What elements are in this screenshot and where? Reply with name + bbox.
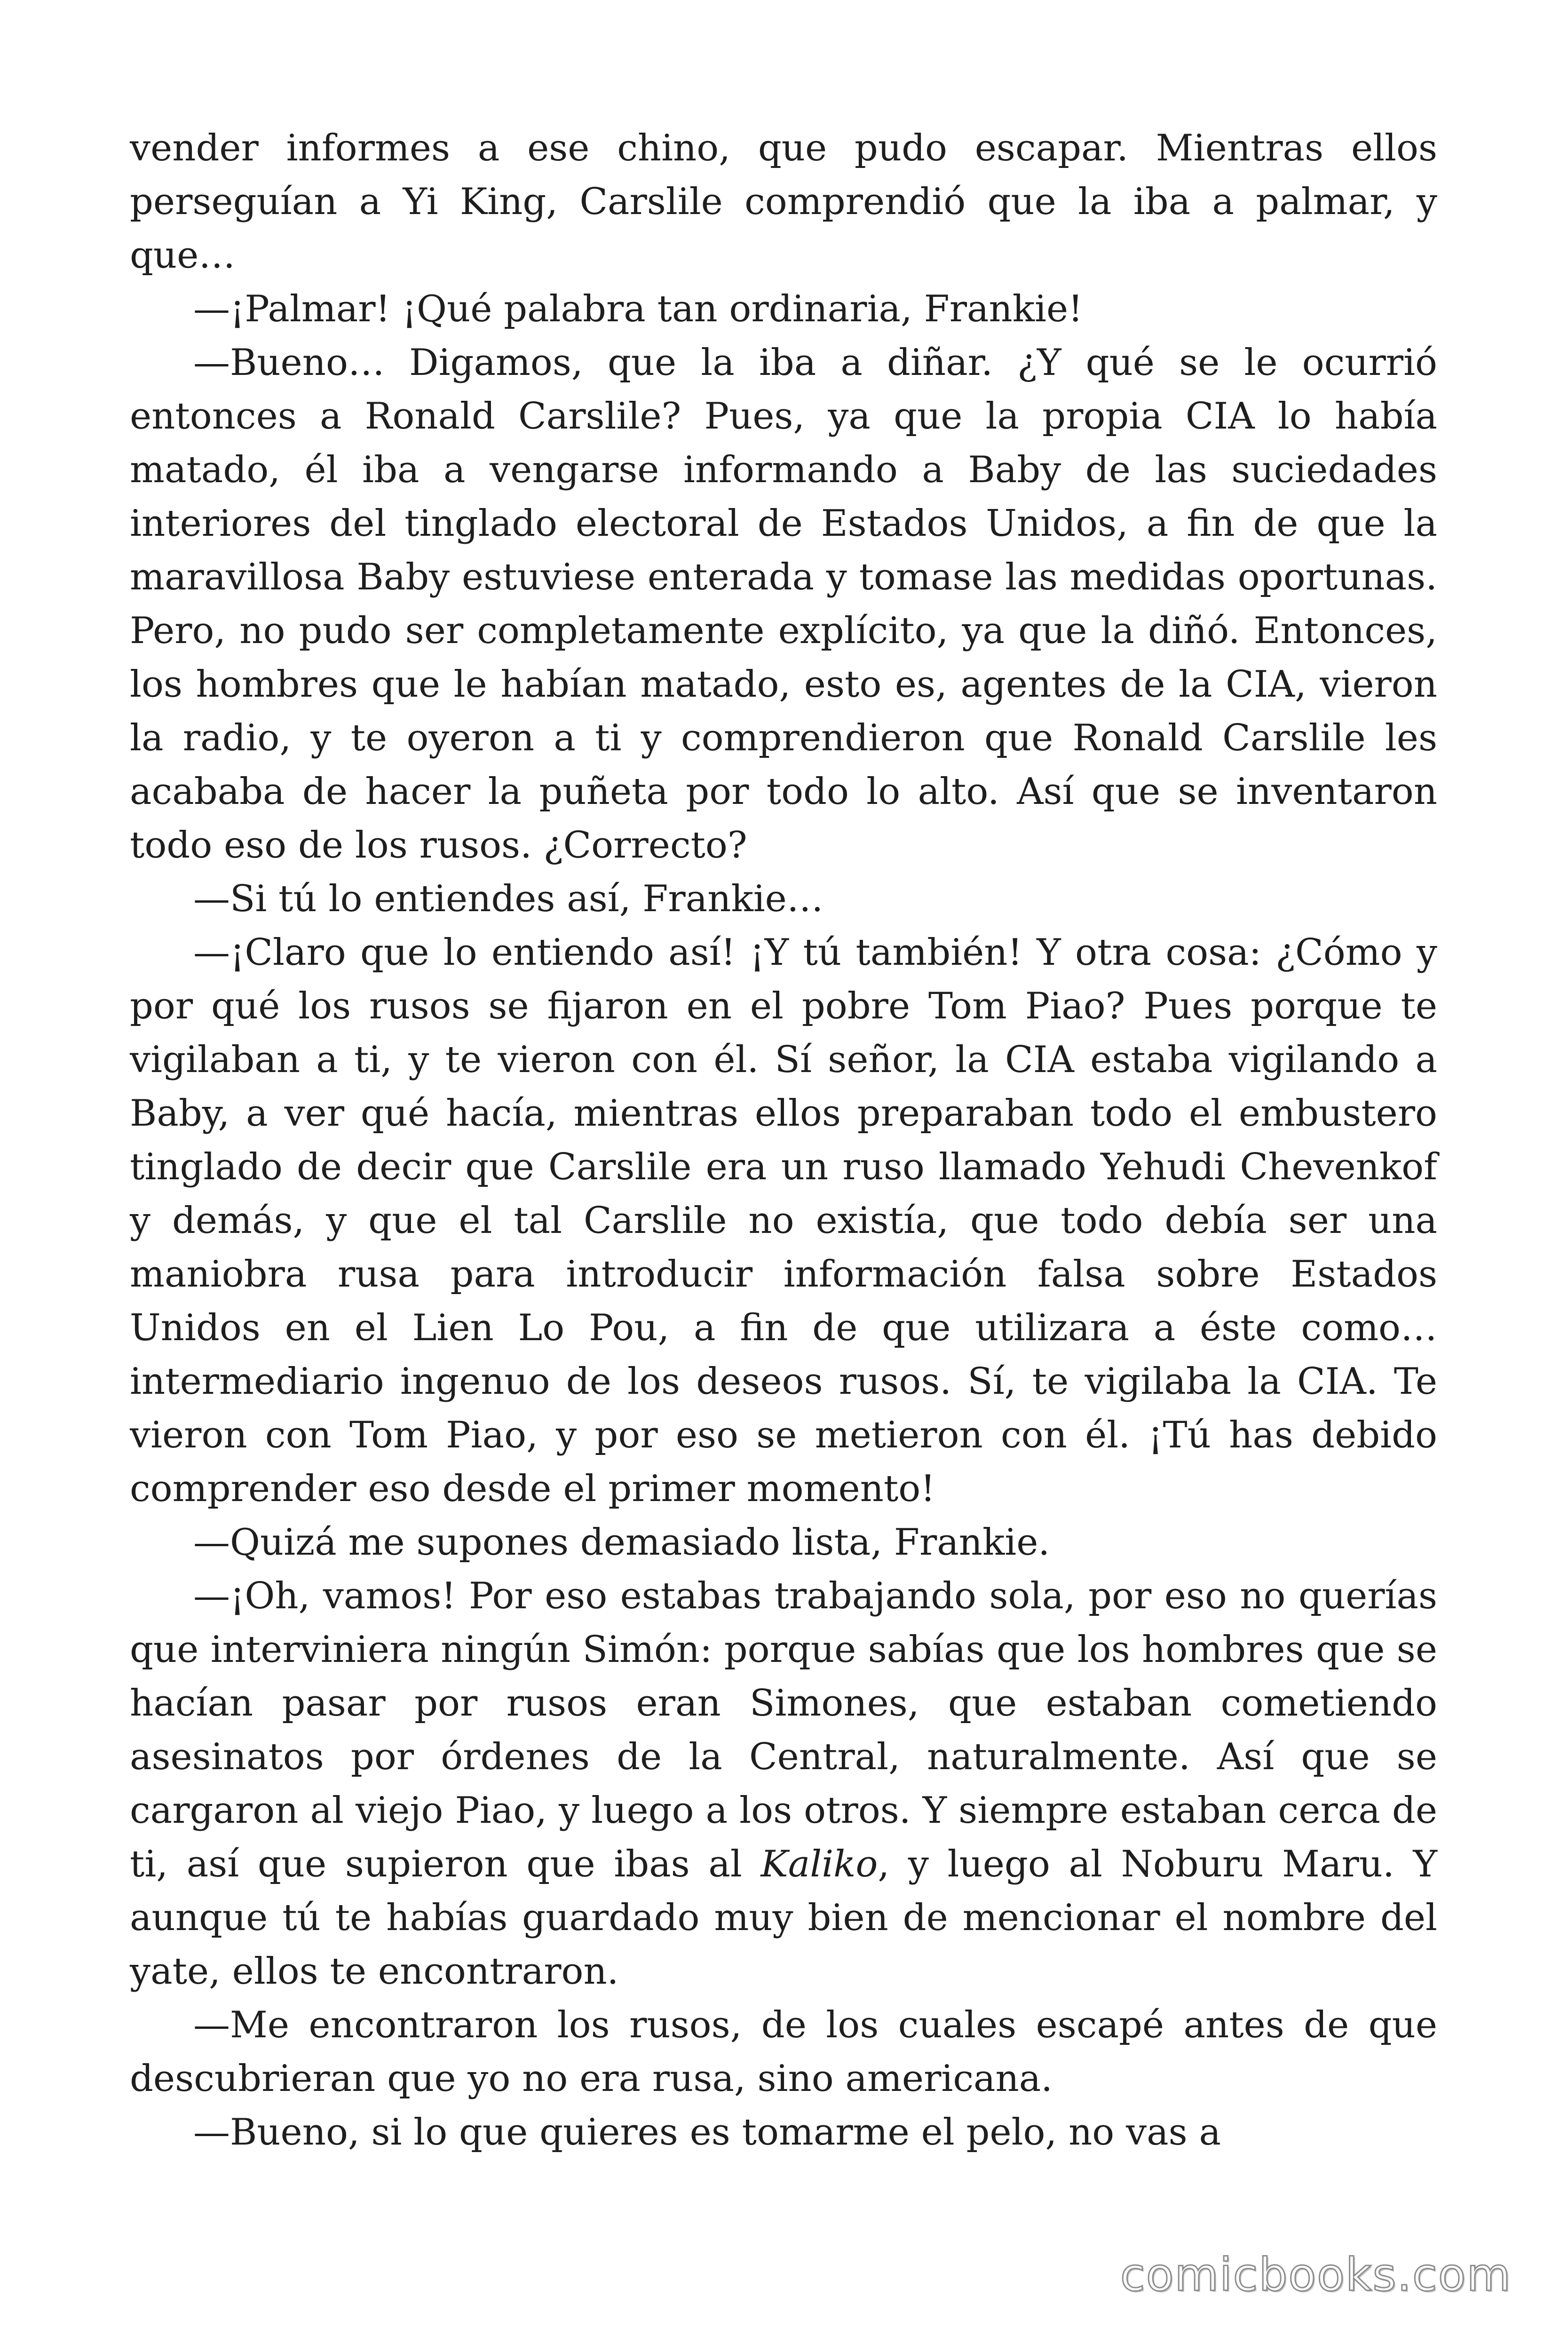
paragraph-text: —Bueno, si lo que quieres es tomarme el pelo, no vas a [193,2111,1221,2153]
paragraph [130,282,1437,336]
paragraph [130,2106,1437,2159]
paragraph-text: —Me encontraron los rusos, de los cuales escapé antes de que descubrieran que yo no era rusa, sino americana. [130,2004,1437,2100]
paragraph-text: —Quizá me supones demasiado lista, Frankie. [193,1521,1050,1564]
paragraph [130,926,1437,1516]
paragraph [130,1569,1437,1998]
paragraph [130,872,1437,926]
paragraph [130,336,1437,872]
watermark: comicbooks.com [1120,2249,1512,2301]
paragraph-text: —¡Palmar! ¡Qué palabra tan ordinaria, Frankie! [193,288,1083,330]
paragraph [130,1998,1437,2106]
paragraph [130,121,1437,282]
paragraph [130,1516,1437,1569]
paragraph-text: —Si tú lo entiendes así, Frankie… [193,878,824,920]
paragraph-text: vender informes a ese chino, que pudo escapar. Mientras ellos perseguían a Yi King, Carslile comprendió que la iba a palmar, y que… [130,127,1437,277]
paragraph-text: —¡Oh, vamos! Por eso estabas trabajando sola, por eso no querías que interviniera ningún Simón: porque sabías que los hombres que se hacían pasar por rusos eran Simones, que estaban cometiendo asesinatos por órdenes de la Central, naturalmente. Así que se cargaron al viejo Piao, y luego a los otros. Y siempre estaban cerca de ti, así que supieron que ibas al [130,1575,1437,1885]
body-text [130,121,1437,2159]
paragraph-text: —Bueno… Digamos, que la iba a diñar. ¿Y qué se le ocurrió entonces a Ronald Carslile? Pues, ya que la propia CIA lo había matado, él iba a vengarse informando a Baby de las suciedades interiores del tinglado electoral de Estados Unidos, a fin de que la maravillosa Baby estuviese enterada y tomase las medidas oportunas. Pero, no pudo ser completamente explícito, ya que la diñó. Entonces, los hombres que le habían matado, esto es, agentes de la CIA, vieron la radio, y te oyeron a ti y comprendieron que Ronald Carslile les acababa de hacer la puñeta por todo lo alto. Así que se inventaron todo eso de los rusos. ¿Correcto? [130,342,1437,866]
paragraph-text: , y luego al Noburu Maru. Y aunque tú te habías guardado muy bien de mencionar el nombre del yate, ellos te encontraron. [130,1843,1437,1993]
paragraph-text: —¡Claro que lo entiendo así! ¡Y tú también! Y otra cosa: ¿Cómo y por qué los rusos se fijaron en el pobre Tom Piao? Pues porque te vigilaban a ti, y te vieron con él. Sí señor, la CIA estaba vigilando a Baby, a ver qué hacía, mientras ellos preparaban todo el embustero tinglado de decir que Carslile era un ruso llamado Yehudi Chevenkof y demás, y que el tal Carslile no existía, que todo debía ser una maniobra rusa para introducir información falsa sobre Estados Unidos en el Lien Lo Pou, a fin de que utilizara a éste como… intermediario ingenuo de los deseos rusos. Sí, te vigilaba la CIA. Te vieron con Tom Piao, y por eso se metieron con él. ¡Tú has debido comprender eso desde el primer momento! [130,931,1437,1510]
italic-text: Kaliko [760,1843,878,1885]
